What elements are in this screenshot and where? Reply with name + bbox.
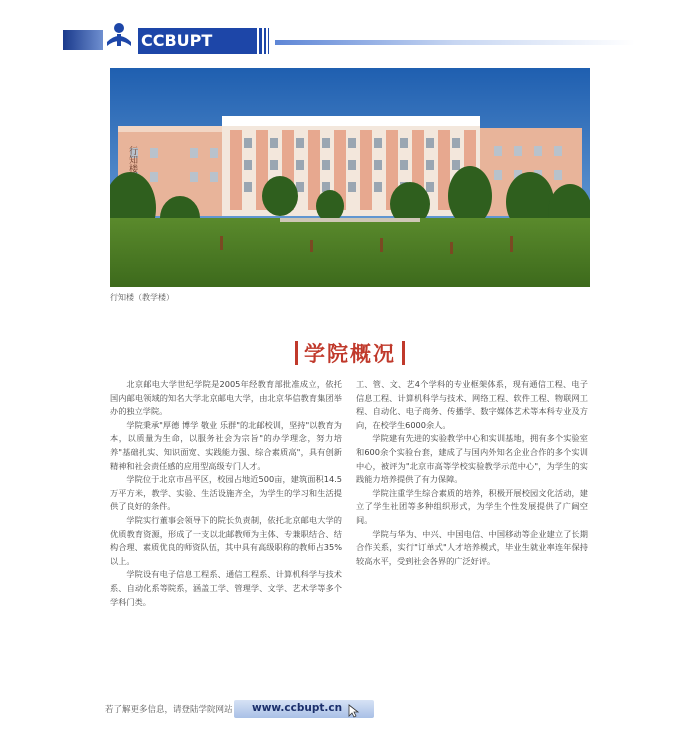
paragraph: 学院位于北京市昌平区，校园占地近500亩，建筑面积14.5万平方米，教学、实验、生活设施齐全，为学生的学习和生活提供了良好的条件。	[110, 474, 342, 512]
college-logo-icon	[104, 20, 134, 50]
website-link[interactable]	[234, 700, 374, 718]
paragraph: 北京邮电大学世纪学院是2005年经教育部批准成立，依托国内邮电领域的知名大学北京邮电大学，由北京华信教育集团举办的独立学院。	[110, 379, 342, 417]
page-header	[0, 18, 700, 58]
building-sign: 行知楼	[127, 146, 137, 173]
photo-caption: 行知楼（教学楼）	[110, 293, 174, 302]
text-column-left	[110, 378, 342, 609]
logo	[104, 18, 136, 54]
brand-stripes	[253, 28, 273, 54]
pointer-cursor-icon	[348, 704, 360, 718]
text-column-right	[356, 378, 588, 568]
paragraph: 学院建有先进的实验教学中心和实训基地，拥有多个实验室和600余个实验台套，建成了与国内外知名企业合作的多个实训中心，被评为"北京市高等学校实验教学示范中心"，为学生的实践能力培养提供了有力保障。	[356, 433, 588, 485]
teaching-building-photo	[110, 68, 590, 287]
brand-name: CCBUPT	[138, 28, 253, 54]
campus-photo	[110, 68, 590, 287]
paragraph: 学院设有电子信息工程系、通信工程系、计算机科学与技术系、自动化系等院系，涵盖工学、管理学、文学、艺术学等多个学科门类。	[110, 569, 342, 607]
title-right-bar	[402, 341, 405, 365]
paragraph: 学院秉承"厚德 博学 敬业 乐群"的北邮校训，坚持"以教育为本，以质量为生命，以服务社会为宗旨"的办学理念，努力培养"基础扎实、知识面宽、实践能力强、综合素质高"，具有创新精神和社会责任感的应用型高级专门人才。	[110, 419, 342, 471]
paragraph: 学院与华为、中兴、中国电信、中国移动等企业建立了长期合作关系，实行"订单式"人才培养模式，毕业生就业率连年保持较高水平，受到社会各界的广泛好评。	[356, 528, 588, 566]
section-title	[0, 338, 700, 368]
title-left-bar	[295, 341, 298, 365]
website-url[interactable]: www.ccbupt.cn	[252, 702, 343, 714]
section-title-text: 学院概况	[304, 341, 396, 366]
paragraph: 工、管、文、艺4个学科的专业框架体系，现有通信工程、电子信息工程、计算机科学与技术、网络工程、软件工程、物联网工程、自动化、电子商务、传播学、数字媒体艺术等本科专业及方向，在校学生6000余人。	[356, 379, 588, 430]
header-accent-bar	[63, 30, 103, 50]
paragraph: 学院注重学生综合素质的培养，积极开展校园文化活动，建立了学生社团等多种组织形式，为学生个性发展提供了广阔空间。	[356, 487, 588, 525]
header-gradient-line	[275, 40, 635, 45]
paragraph: 学院实行董事会领导下的院长负责制，依托北京邮电大学的优质教育资源，形成了一支以北邮教师为主体、专兼职结合、结构合理、素质优良的师资队伍，其中具有高级职称的教师占35%以上。	[110, 514, 342, 566]
footer-prompt: 若了解更多信息，请登陆学院网站	[105, 705, 233, 715]
